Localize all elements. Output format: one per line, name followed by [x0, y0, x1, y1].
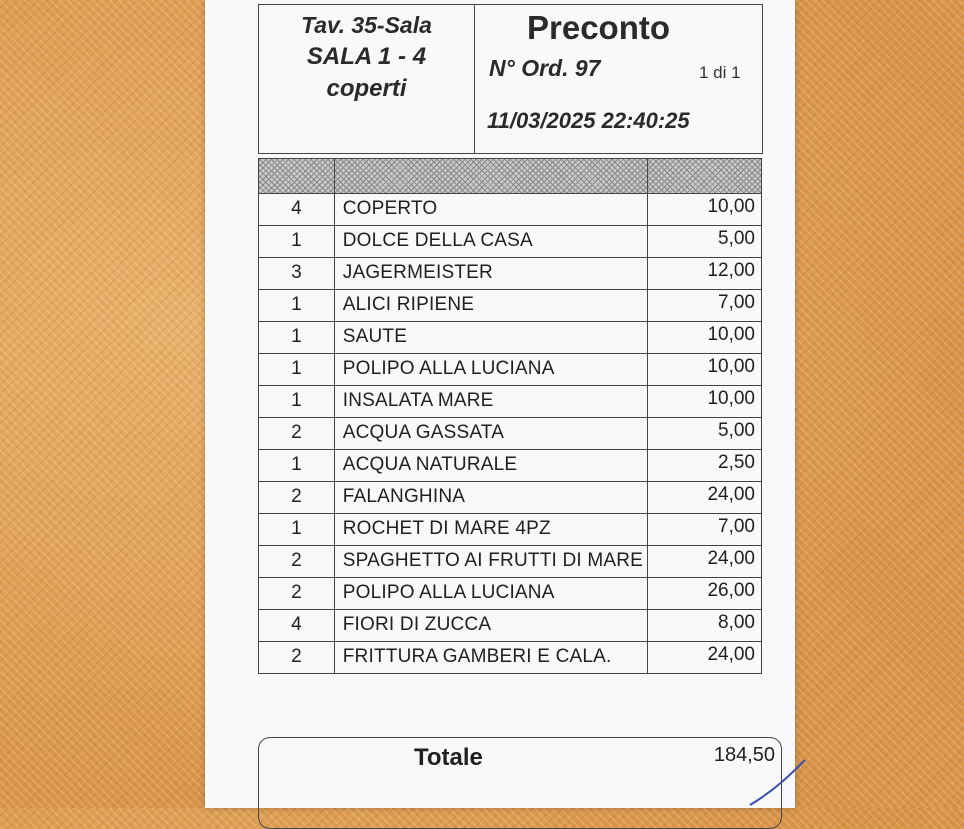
item-description: ALICI RIPIENE: [334, 290, 647, 322]
item-description: FIORI DI ZUCCA: [334, 610, 647, 642]
item-row: [259, 354, 762, 386]
item-description: SPAGHETTO AI FRUTTI DI MARE: [334, 546, 647, 578]
table-line-2: SALA 1 - 4: [306, 43, 427, 70]
table-header-row: [259, 159, 762, 194]
item-price: 10,00: [647, 354, 761, 386]
item-price: 24,00: [647, 482, 761, 514]
items-body: [259, 159, 762, 674]
table-line-1: Tav. 35-Sala: [301, 12, 432, 38]
receipt-header: [258, 4, 763, 154]
page-indicator: 1 di 1: [699, 63, 741, 82]
item-description: ACQUA NATURALE: [334, 450, 647, 482]
item-qty: 1: [259, 290, 335, 322]
table-line-3: coperti: [326, 75, 407, 102]
item-row: [259, 546, 762, 578]
item-qty: 2: [259, 418, 335, 450]
item-price: 5,00: [647, 418, 761, 450]
pen-mark: [720, 740, 810, 810]
item-row: [259, 290, 762, 322]
item-row: [259, 226, 762, 258]
item-description: FRITTURA GAMBERI E CALA.: [334, 642, 647, 674]
item-price: 10,00: [647, 386, 761, 418]
item-qty: 1: [259, 514, 335, 546]
item-price: 24,00: [647, 642, 761, 674]
item-row: [259, 418, 762, 450]
receipt-datetime: 11/03/2025 22:40:25: [487, 108, 690, 133]
item-description: DOLCE DELLA CASA: [334, 226, 647, 258]
item-row: [259, 610, 762, 642]
item-row: [259, 450, 762, 482]
item-description: INSALATA MARE: [334, 386, 647, 418]
item-row: [259, 642, 762, 674]
item-qty: 1: [259, 386, 335, 418]
order-number: N° Ord. 97: [489, 55, 601, 81]
item-qty: 3: [259, 258, 335, 290]
item-price: 12,00: [647, 258, 761, 290]
item-price: 8,00: [647, 610, 761, 642]
item-qty: 4: [259, 610, 335, 642]
item-price: 26,00: [647, 578, 761, 610]
item-price: 7,00: [647, 290, 761, 322]
item-qty: 2: [259, 642, 335, 674]
item-qty: 2: [259, 578, 335, 610]
item-row: [259, 482, 762, 514]
item-row: [259, 322, 762, 354]
table-info: [259, 9, 474, 105]
item-price: 24,00: [647, 546, 761, 578]
item-row: [259, 514, 762, 546]
item-description: POLIPO ALLA LUCIANA: [334, 354, 647, 386]
item-qty: 1: [259, 226, 335, 258]
item-price: 10,00: [647, 194, 761, 226]
header-cell-desc: [334, 159, 647, 194]
item-row: [259, 578, 762, 610]
item-description: ROCHET DI MARE 4PZ: [334, 514, 647, 546]
item-qty: 1: [259, 450, 335, 482]
item-row: [259, 194, 762, 226]
pen-stroke: [750, 760, 805, 805]
item-price: 5,00: [647, 226, 761, 258]
item-price: 7,00: [647, 514, 761, 546]
total-box: [258, 737, 782, 829]
item-row: [259, 386, 762, 418]
header-divider: [474, 5, 475, 153]
item-description: COPERTO: [334, 194, 647, 226]
item-qty: 2: [259, 482, 335, 514]
item-description: POLIPO ALLA LUCIANA: [334, 578, 647, 610]
item-qty: 2: [259, 546, 335, 578]
item-qty: 1: [259, 322, 335, 354]
items-table: [258, 158, 762, 674]
item-price: 10,00: [647, 322, 761, 354]
item-description: ACQUA GASSATA: [334, 418, 647, 450]
item-price: 2,50: [647, 450, 761, 482]
item-description: FALANGHINA: [334, 482, 647, 514]
item-description: JAGERMEISTER: [334, 258, 647, 290]
item-row: [259, 258, 762, 290]
header-cell-qty: [259, 159, 335, 194]
header-cell-price: [647, 159, 761, 194]
receipt-title: Preconto: [527, 9, 671, 46]
total-value: 184,50: [713, 744, 775, 766]
total-label: Totale: [414, 744, 483, 771]
item-description: SAUTE: [334, 322, 647, 354]
item-qty: 4: [259, 194, 335, 226]
item-qty: 1: [259, 354, 335, 386]
